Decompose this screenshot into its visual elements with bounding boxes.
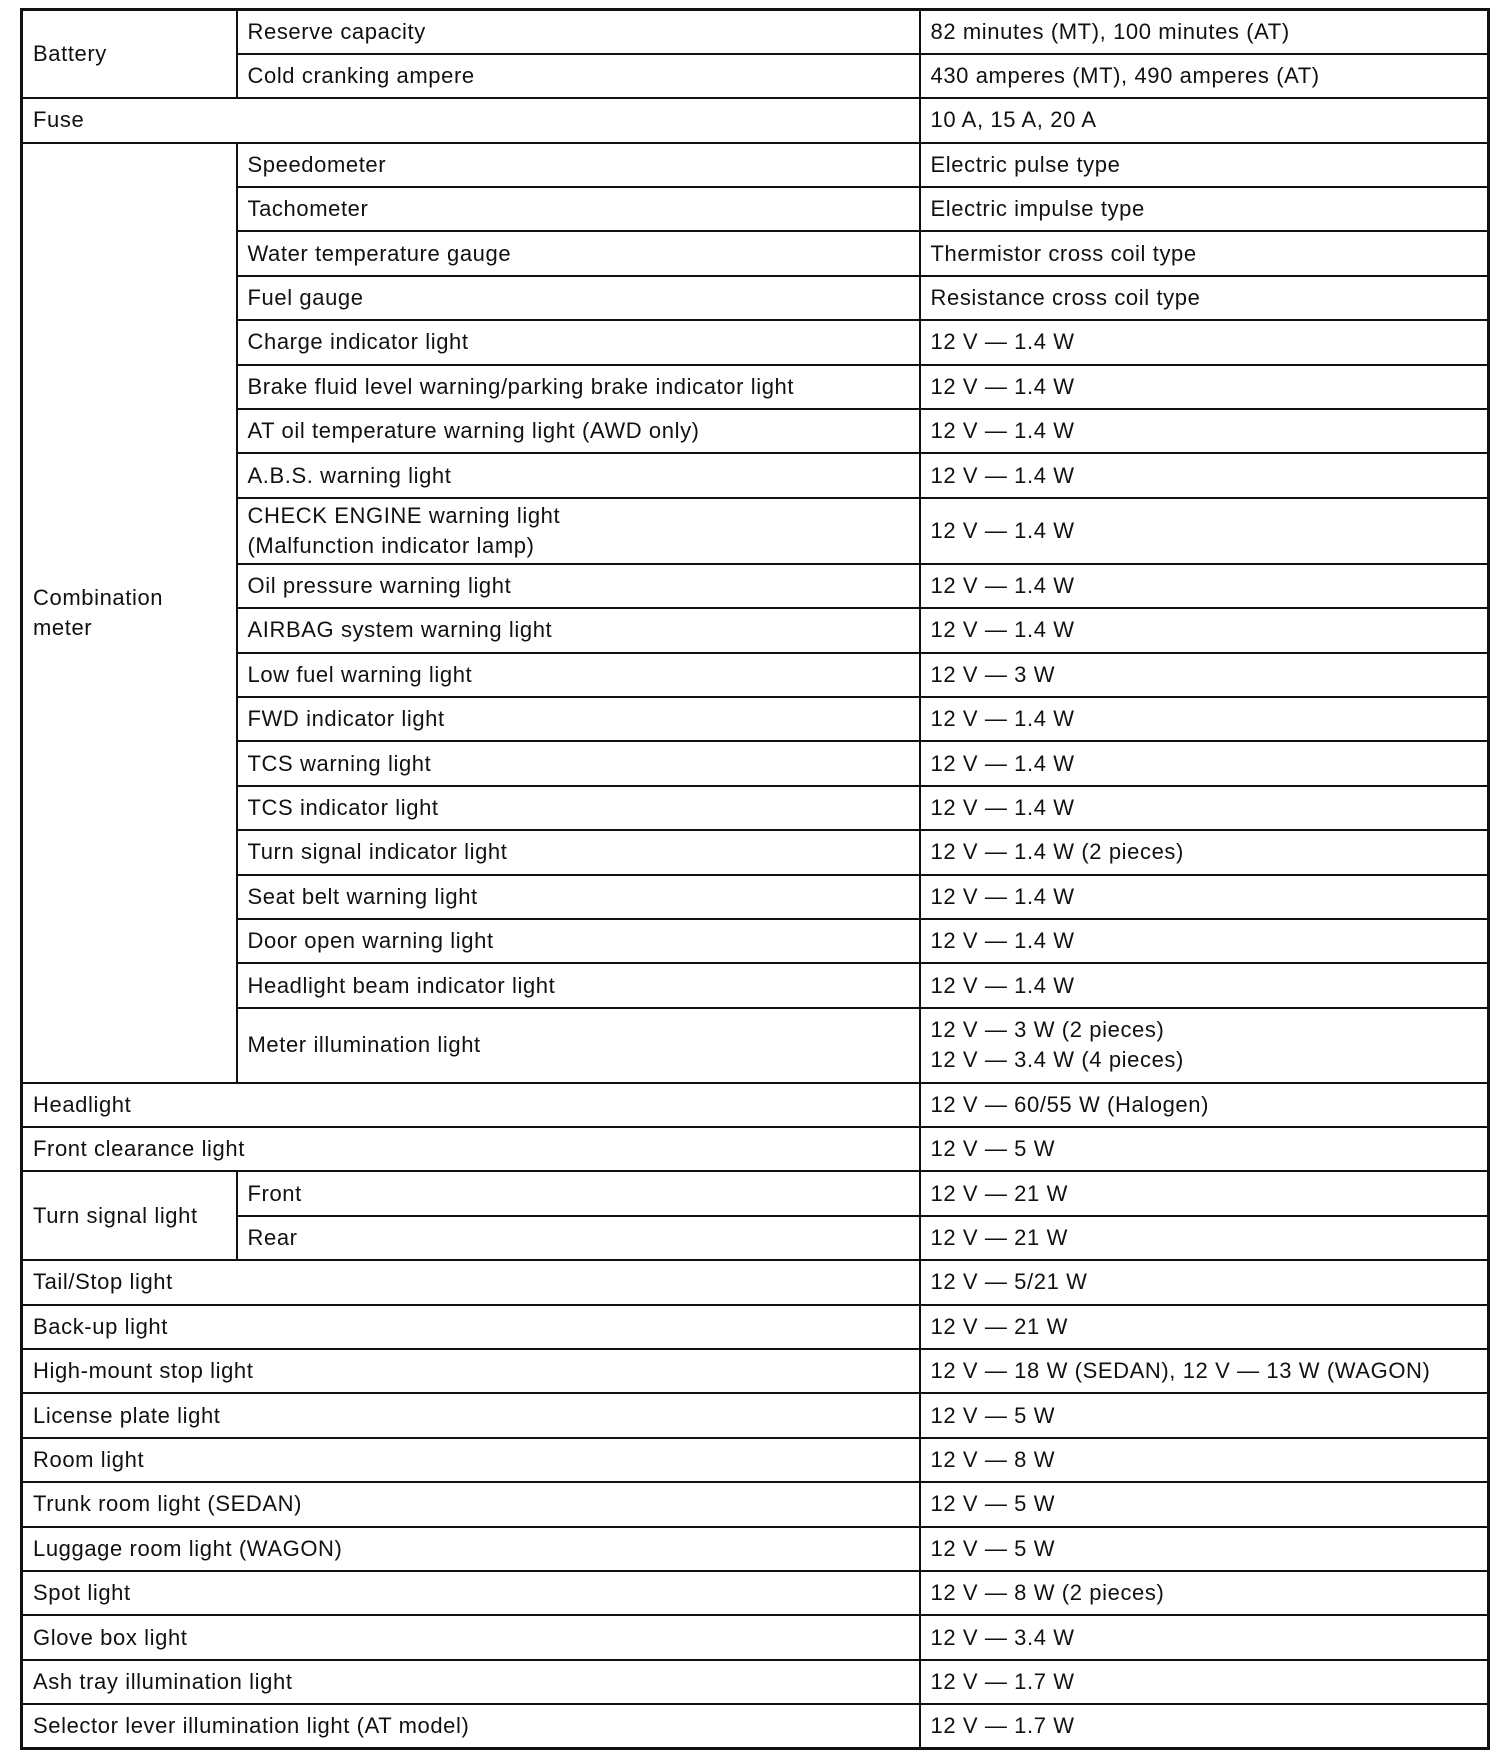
value-cell: 12 V — 5/21 W [920, 1260, 1489, 1304]
table-row [22, 1216, 1489, 1260]
item-cell: Reserve capacity [237, 10, 920, 54]
value-cell: 12 V — 21 W [920, 1171, 1489, 1215]
item-cell: Front clearance light [22, 1127, 920, 1171]
item-cell: TCS warning light [237, 741, 920, 785]
value-cell: 12 V — 21 W [920, 1305, 1489, 1349]
table-row [22, 1704, 1489, 1748]
item-cell: Selector lever illumination light (AT model) [22, 1704, 920, 1748]
value-cell: 12 V — 5 W [920, 1127, 1489, 1171]
table-row [22, 1393, 1489, 1437]
value-cell: 12 V — 1.4 W (2 pieces) [920, 830, 1489, 874]
item-cell: Low fuel warning light [237, 653, 920, 697]
item-cell: Trunk room light (SEDAN) [22, 1482, 920, 1526]
item-cell: AIRBAG system warning light [237, 608, 920, 652]
table-row [22, 1171, 1489, 1215]
value-cell: Electric impulse type [920, 187, 1489, 231]
item-cell: Turn signal indicator light [237, 830, 920, 874]
value-cell: 12 V — 8 W (2 pieces) [920, 1571, 1489, 1615]
value-cell: 12 V — 1.4 W [920, 697, 1489, 741]
item-cell: Speedometer [237, 143, 920, 187]
table-row [22, 919, 1489, 963]
table-row [22, 1260, 1489, 1304]
item-cell: Headlight beam indicator light [237, 963, 920, 1007]
table-row [22, 741, 1489, 785]
table-row [22, 276, 1489, 320]
value-cell: 12 V — 21 W [920, 1216, 1489, 1260]
table-row [22, 98, 1489, 142]
table-row [22, 1305, 1489, 1349]
value-cell: 12 V — 18 W (SEDAN), 12 V — 13 W (WAGON) [920, 1349, 1489, 1393]
item-cell: Fuel gauge [237, 276, 920, 320]
value-cell: 430 amperes (MT), 490 amperes (AT) [920, 54, 1489, 98]
item-label-line: (Malfunction indicator lamp) [247, 532, 535, 558]
value-cell: 12 V — 3 W [920, 653, 1489, 697]
item-cell: Brake fluid level warning/parking brake indicator light [237, 365, 920, 409]
item-cell: Ash tray illumination light [22, 1660, 920, 1704]
electrical-spec-table [20, 8, 1490, 1750]
category-cell [22, 143, 237, 1083]
item-cell: License plate light [22, 1393, 920, 1437]
value-cell: 82 minutes (MT), 100 minutes (AT) [920, 10, 1489, 54]
table-row [22, 875, 1489, 919]
item-cell: Room light [22, 1438, 920, 1482]
table-row [22, 1438, 1489, 1482]
value-cell: 12 V — 1.4 W [920, 919, 1489, 963]
item-cell: Fuse [22, 98, 920, 142]
table-row [22, 365, 1489, 409]
value-cell: 12 V — 1.4 W [920, 365, 1489, 409]
category-cell: Battery [22, 10, 237, 99]
table-row [22, 143, 1489, 187]
table-row [22, 1615, 1489, 1659]
item-cell: High-mount stop light [22, 1349, 920, 1393]
table-row [22, 1083, 1489, 1127]
table-row [22, 653, 1489, 697]
value-line: 12 V — 3 W (2 pieces) [930, 1017, 1165, 1043]
table-row [22, 231, 1489, 275]
value-cell: 12 V — 1.4 W [920, 320, 1489, 364]
item-cell: FWD indicator light [237, 697, 920, 741]
value-cell: 12 V — 5 W [920, 1527, 1489, 1571]
item-cell: Tail/Stop light [22, 1260, 920, 1304]
table-row [22, 963, 1489, 1007]
table-row [22, 697, 1489, 741]
table-row [22, 187, 1489, 231]
item-cell: Spot light [22, 1571, 920, 1615]
item-cell: Meter illumination light [237, 1008, 920, 1083]
item-cell: Oil pressure warning light [237, 564, 920, 608]
value-cell: 12 V — 1.4 W [920, 608, 1489, 652]
table-row [22, 608, 1489, 652]
value-cell: 12 V — 1.4 W [920, 453, 1489, 497]
item-cell: Front [237, 1171, 920, 1215]
table-row [22, 786, 1489, 830]
category-cell: Turn signal light [22, 1171, 237, 1260]
table-row [22, 830, 1489, 874]
item-cell: TCS indicator light [237, 786, 920, 830]
category-label-line: Combination [33, 584, 164, 610]
item-cell: AT oil temperature warning light (AWD only) [237, 409, 920, 453]
table-row [22, 10, 1489, 54]
item-cell: Back-up light [22, 1305, 920, 1349]
item-cell: Headlight [22, 1083, 920, 1127]
value-cell: 12 V — 8 W [920, 1438, 1489, 1482]
table-row [22, 409, 1489, 453]
item-cell: Tachometer [237, 187, 920, 231]
value-cell: Electric pulse type [920, 143, 1489, 187]
table-row [22, 1571, 1489, 1615]
category-label-line: meter [33, 614, 93, 640]
item-cell: Rear [237, 1216, 920, 1260]
table-row [22, 1008, 1489, 1083]
specification-sheet [20, 8, 1490, 1750]
value-cell: 10 A, 15 A, 20 A [920, 98, 1489, 142]
value-cell: 12 V — 5 W [920, 1393, 1489, 1437]
value-line: 12 V — 3.4 W (4 pieces) [930, 1047, 1184, 1073]
item-label-line: CHECK ENGINE warning light [247, 502, 561, 528]
item-cell: Luggage room light (WAGON) [22, 1527, 920, 1571]
table-row [22, 1527, 1489, 1571]
value-cell: 12 V — 1.4 W [920, 564, 1489, 608]
value-cell: 12 V — 1.4 W [920, 741, 1489, 785]
item-cell: Glove box light [22, 1615, 920, 1659]
value-cell: 12 V — 5 W [920, 1482, 1489, 1526]
value-cell: 12 V — 1.4 W [920, 786, 1489, 830]
value-cell: Thermistor cross coil type [920, 231, 1489, 275]
item-cell [237, 498, 920, 564]
value-cell: 12 V — 1.4 W [920, 963, 1489, 1007]
value-cell: 12 V — 1.4 W [920, 875, 1489, 919]
item-cell: Water temperature gauge [237, 231, 920, 275]
item-cell: A.B.S. warning light [237, 453, 920, 497]
table-row [22, 564, 1489, 608]
table-row [22, 1660, 1489, 1704]
table-row [22, 1127, 1489, 1171]
value-cell: Resistance cross coil type [920, 276, 1489, 320]
table-row [22, 453, 1489, 497]
item-cell: Cold cranking ampere [237, 54, 920, 98]
item-cell: Door open warning light [237, 919, 920, 963]
table-row [22, 54, 1489, 98]
table-row [22, 498, 1489, 564]
value-cell: 12 V — 1.4 W [920, 409, 1489, 453]
value-cell: 12 V — 1.7 W [920, 1704, 1489, 1748]
value-cell [920, 1008, 1489, 1083]
item-cell: Charge indicator light [237, 320, 920, 364]
value-cell: 12 V — 1.4 W [920, 498, 1489, 564]
value-cell: 12 V — 3.4 W [920, 1615, 1489, 1659]
table-row [22, 1482, 1489, 1526]
value-cell: 12 V — 1.7 W [920, 1660, 1489, 1704]
table-row [22, 320, 1489, 364]
item-cell: Seat belt warning light [237, 875, 920, 919]
value-cell: 12 V — 60/55 W (Halogen) [920, 1083, 1489, 1127]
table-row [22, 1349, 1489, 1393]
